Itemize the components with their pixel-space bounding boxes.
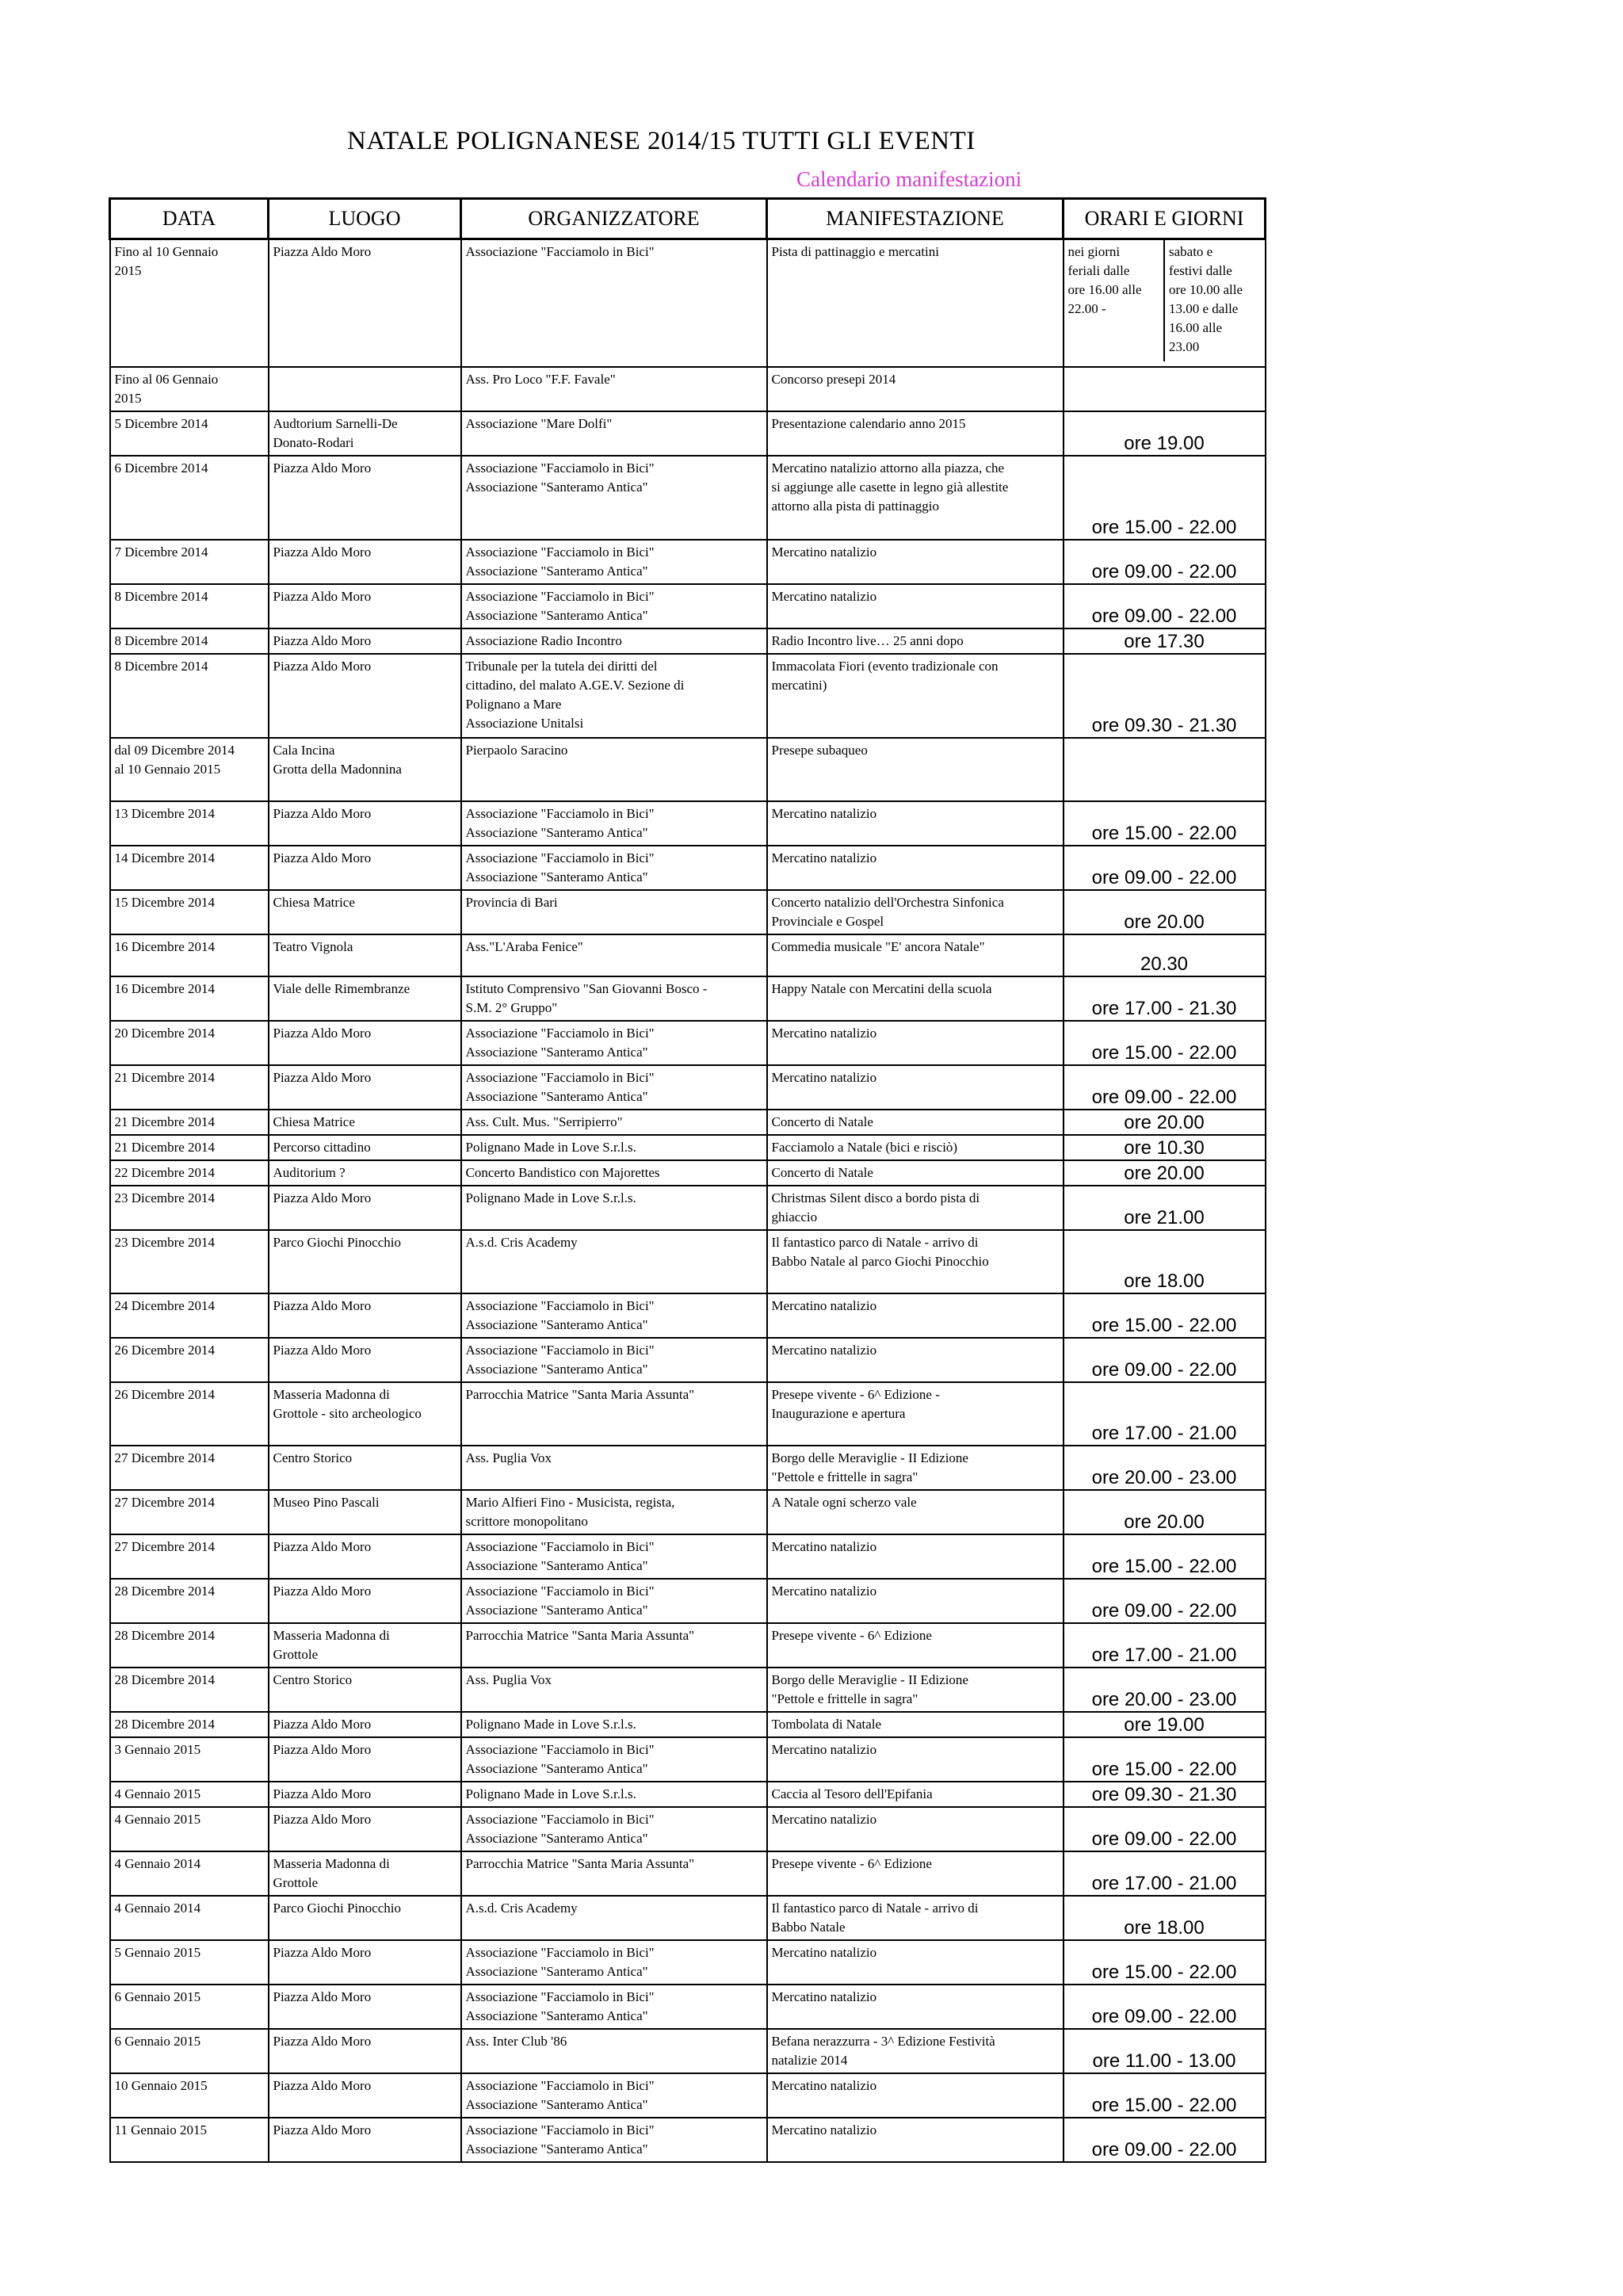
cell-luogo: Masseria Madonna di Grottole - sito archeologico — [269, 1382, 461, 1446]
cell-organizzatore: Polignano Made in Love S.r.l.s. — [461, 1782, 767, 1807]
cell-manifestazione: Facciamolo a Natale (bici e risciò) — [767, 1135, 1064, 1160]
cell-organizzatore: Associazione "Facciamolo in Bici" Associazione "Santeramo Antica" — [461, 1579, 767, 1623]
cell-orari: ore 09.00 - 22.00 — [1064, 1065, 1266, 1110]
cell-orari: ore 20.00 — [1064, 1160, 1266, 1186]
cell-data: 4 Gennaio 2015 — [110, 1782, 269, 1807]
cell-luogo: Audtorium Sarnelli-De Donato-Rodari — [269, 411, 461, 456]
cell-luogo: Parco Giochi Pinocchio — [269, 1896, 461, 1940]
table-row — [110, 1668, 1266, 1712]
cell-orari: ore 20.00 — [1064, 1110, 1266, 1135]
cell-orari: ore 10.30 — [1064, 1135, 1266, 1160]
table-row — [110, 654, 1266, 738]
cell-data: 3 Gennaio 2015 — [110, 1737, 269, 1782]
cell-manifestazione: Christmas Silent disco a bordo pista di ghiaccio — [767, 1186, 1064, 1230]
cell-manifestazione: A Natale ogni scherzo vale — [767, 1490, 1064, 1534]
cell-data: 28 Dicembre 2014 — [110, 1579, 269, 1623]
table-header-row — [110, 199, 1266, 239]
cell-organizzatore: Concerto Bandistico con Majorettes — [461, 1160, 767, 1186]
cell-orari: ore 09.00 - 22.00 — [1064, 584, 1266, 628]
cell-orari: 20.30 — [1064, 934, 1266, 976]
table-row — [110, 1110, 1266, 1135]
cell-data: 26 Dicembre 2014 — [110, 1382, 269, 1446]
cell-organizzatore: Associazione "Mare Dolfi" — [461, 411, 767, 456]
table-row — [110, 2118, 1266, 2162]
cell-organizzatore: Ass. Pro Loco "F.F. Favale" — [461, 367, 767, 411]
table-row — [110, 976, 1266, 1021]
cell-luogo: Centro Storico — [269, 1446, 461, 1490]
cell-manifestazione: Mercatino natalizio — [767, 1737, 1064, 1782]
cell-organizzatore: Associazione "Facciamolo in Bici" Associazione "Santeramo Antica" — [461, 1534, 767, 1579]
cell-organizzatore: Parrocchia Matrice "Santa Maria Assunta" — [461, 1623, 767, 1668]
cell-data: 5 Gennaio 2015 — [110, 1940, 269, 1985]
cell-manifestazione: Mercatino natalizio — [767, 2118, 1064, 2162]
cell-data: 23 Dicembre 2014 — [110, 1230, 269, 1293]
table-row — [110, 411, 1266, 456]
cell-organizzatore: Ass."L'Araba Fenice" — [461, 934, 767, 976]
cell-orari: ore 17.00 - 21.00 — [1064, 1851, 1266, 1896]
cell-organizzatore: Parrocchia Matrice "Santa Maria Assunta" — [461, 1851, 767, 1896]
cell-data: 21 Dicembre 2014 — [110, 1135, 269, 1160]
cell-data: 13 Dicembre 2014 — [110, 801, 269, 846]
cell-organizzatore: Istituto Comprensivo "San Giovanni Bosco - S.M. 2° Gruppo" — [461, 976, 767, 1021]
cell-manifestazione: Mercatino natalizio — [767, 1807, 1064, 1851]
cell-data: 6 Gennaio 2015 — [110, 2029, 269, 2073]
cell-manifestazione: Immacolata Fiori (evento tradizionale con mercatini) — [767, 654, 1064, 738]
cell-manifestazione: Mercatino natalizio — [767, 1293, 1064, 1338]
cell-orari: ore 20.00 - 23.00 — [1064, 1446, 1266, 1490]
cell-organizzatore: Ass. Inter Club '86 — [461, 2029, 767, 2073]
events-table — [109, 197, 1266, 2163]
header-organizzatore: ORGANIZZATORE — [461, 199, 767, 239]
cell-luogo: Cala Incina Grotta della Madonnina — [269, 738, 461, 801]
cell-manifestazione: Mercatino natalizio — [767, 540, 1064, 584]
cell-orari: ore 09.00 - 22.00 — [1064, 1807, 1266, 1851]
cell-organizzatore: Associazione "Facciamolo in Bici" Associazione "Santeramo Antica" — [461, 1338, 767, 1382]
cell-manifestazione: Concerto natalizio dell'Orchestra Sinfonica Provinciale e Gospel — [767, 890, 1064, 934]
cell-data: 5 Dicembre 2014 — [110, 411, 269, 456]
cell-manifestazione: Commedia musicale "E' ancora Natale" — [767, 934, 1064, 976]
cell-orari: ore 15.00 - 22.00 — [1064, 1940, 1266, 1985]
cell-organizzatore: Associazione "Facciamolo in Bici" Associazione "Santeramo Antica" — [461, 1065, 767, 1110]
cell-orari: ore 20.00 - 23.00 — [1064, 1668, 1266, 1712]
cell-luogo: Piazza Aldo Moro — [269, 2118, 461, 2162]
cell-organizzatore: Associazione "Facciamolo in Bici" Associazione "Santeramo Antica" — [461, 2073, 767, 2118]
cell-data: 6 Gennaio 2015 — [110, 1985, 269, 2029]
cell-manifestazione: Mercatino natalizio — [767, 1579, 1064, 1623]
cell-data: 15 Dicembre 2014 — [110, 890, 269, 934]
cell-orari: ore 15.00 - 22.00 — [1064, 1293, 1266, 1338]
cell-data: Fino al 06 Gennaio 2015 — [110, 367, 269, 411]
cell-organizzatore: Ass. Puglia Vox — [461, 1668, 767, 1712]
cell-manifestazione: Pista di pattinaggio e mercatini — [767, 239, 1064, 368]
cell-luogo: Chiesa Matrice — [269, 1110, 461, 1135]
table-row — [110, 1338, 1266, 1382]
cell-organizzatore: Associazione "Facciamolo in Bici" Associazione "Santeramo Antica" — [461, 2118, 767, 2162]
cell-organizzatore: Associazione Radio Incontro — [461, 628, 767, 654]
table-row — [110, 584, 1266, 628]
cell-organizzatore: Mario Alfieri Fino - Musicista, regista, scrittore monopolitano — [461, 1490, 767, 1534]
table-row — [110, 1135, 1266, 1160]
cell-orari: ore 09.30 - 21.30 — [1064, 1782, 1266, 1807]
cell-manifestazione: Presepe vivente - 6^ Edizione — [767, 1623, 1064, 1668]
table-row — [110, 1446, 1266, 1490]
cell-organizzatore: Polignano Made in Love S.r.l.s. — [461, 1712, 767, 1737]
cell-organizzatore: Associazione "Facciamolo in Bici" — [461, 239, 767, 368]
table-row — [110, 1490, 1266, 1534]
table-row — [110, 239, 1266, 368]
header-data: DATA — [110, 199, 269, 239]
cell-orari: ore 09.00 - 22.00 — [1064, 1579, 1266, 1623]
cell-orari: ore 20.00 — [1064, 890, 1266, 934]
cell-manifestazione: Mercatino natalizio — [767, 846, 1064, 890]
cell-data: 11 Gennaio 2015 — [110, 2118, 269, 2162]
cell-manifestazione: Tombolata di Natale — [767, 1712, 1064, 1737]
cell-data: 4 Gennaio 2015 — [110, 1807, 269, 1851]
cell-manifestazione: Mercatino natalizio — [767, 1338, 1064, 1382]
table-row — [110, 1623, 1266, 1668]
header-orari: ORARI E GIORNI — [1064, 199, 1266, 239]
cell-luogo: Piazza Aldo Moro — [269, 239, 461, 368]
table-row — [110, 1186, 1266, 1230]
cell-manifestazione: Mercatino natalizio — [767, 1065, 1064, 1110]
table-row — [110, 1782, 1266, 1807]
cell-luogo: Chiesa Matrice — [269, 890, 461, 934]
table-row — [110, 628, 1266, 654]
table-row — [110, 1851, 1266, 1896]
cell-luogo: Piazza Aldo Moro — [269, 628, 461, 654]
cell-organizzatore: Pierpaolo Saracino — [461, 738, 767, 801]
cell-luogo: Centro Storico — [269, 1668, 461, 1712]
cell-data: dal 09 Dicembre 2014 al 10 Gennaio 2015 — [110, 738, 269, 801]
cell-luogo: Piazza Aldo Moro — [269, 654, 461, 738]
cell-orari: ore 18.00 — [1064, 1896, 1266, 1940]
cell-orari: ore 17.00 - 21.30 — [1064, 976, 1266, 1021]
cell-luogo: Piazza Aldo Moro — [269, 1985, 461, 2029]
header-manifestazione: MANIFESTAZIONE — [767, 199, 1064, 239]
cell-luogo: Percorso cittadino — [269, 1135, 461, 1160]
cell-data: 28 Dicembre 2014 — [110, 1623, 269, 1668]
cell-data: 8 Dicembre 2014 — [110, 584, 269, 628]
cell-manifestazione: Happy Natale con Mercatini della scuola — [767, 976, 1064, 1021]
page-title: NATALE POLIGNANESE 2014/15 TUTTI GLI EVENTI — [347, 127, 976, 155]
cell-organizzatore: Associazione "Facciamolo in Bici" Associazione "Santeramo Antica" — [461, 1293, 767, 1338]
header-luogo: LUOGO — [269, 199, 461, 239]
orari-feriali: nei giorni feriali dalle ore 16.00 alle 22.00 - — [1064, 240, 1166, 361]
cell-manifestazione: Mercatino natalizio — [767, 1940, 1064, 1985]
cell-luogo: Auditorium ? — [269, 1160, 461, 1186]
cell-orari: ore 15.00 - 22.00 — [1064, 801, 1266, 846]
cell-organizzatore: A.s.d. Cris Academy — [461, 1896, 767, 1940]
cell-manifestazione: Presepe vivente - 6^ Edizione — [767, 1851, 1064, 1896]
cell-manifestazione: Concerto di Natale — [767, 1110, 1064, 1135]
cell-data: 4 Gennaio 2014 — [110, 1851, 269, 1896]
table-row — [110, 456, 1266, 540]
table-row — [110, 1940, 1266, 1985]
cell-orari: ore 17.00 - 21.00 — [1064, 1623, 1266, 1668]
cell-data: 27 Dicembre 2014 — [110, 1446, 269, 1490]
cell-data: 23 Dicembre 2014 — [110, 1186, 269, 1230]
table-row — [110, 846, 1266, 890]
cell-data: 20 Dicembre 2014 — [110, 1021, 269, 1065]
cell-data: 8 Dicembre 2014 — [110, 654, 269, 738]
cell-organizzatore: Polignano Made in Love S.r.l.s. — [461, 1135, 767, 1160]
cell-luogo: Parco Giochi Pinocchio — [269, 1230, 461, 1293]
cell-manifestazione: Il fantastico parco di Natale - arrivo di Babbo Natale — [767, 1896, 1064, 1940]
table-row — [110, 801, 1266, 846]
cell-orari — [1064, 367, 1266, 411]
table-row — [110, 1985, 1266, 2029]
cell-orari: ore 15.00 - 22.00 — [1064, 1534, 1266, 1579]
table-row — [110, 1230, 1266, 1293]
cell-data: Fino al 10 Gennaio 2015 — [110, 239, 269, 368]
cell-orari: ore 17.30 — [1064, 628, 1266, 654]
cell-luogo: Piazza Aldo Moro — [269, 1940, 461, 1985]
table-row — [110, 1293, 1266, 1338]
cell-data: 28 Dicembre 2014 — [110, 1668, 269, 1712]
cell-organizzatore: Ass. Puglia Vox — [461, 1446, 767, 1490]
cell-data: 21 Dicembre 2014 — [110, 1065, 269, 1110]
cell-orari: ore 15.00 - 22.00 — [1064, 1021, 1266, 1065]
table-row — [110, 934, 1266, 976]
cell-organizzatore: Associazione "Facciamolo in Bici" Associazione "Santeramo Antica" — [461, 1940, 767, 1985]
cell-orari: ore 11.00 - 13.00 — [1064, 2029, 1266, 2073]
cell-manifestazione: Mercatino natalizio — [767, 584, 1064, 628]
cell-organizzatore: Polignano Made in Love S.r.l.s. — [461, 1186, 767, 1230]
table-row — [110, 367, 1266, 411]
cell-luogo: Piazza Aldo Moro — [269, 1186, 461, 1230]
table-row — [110, 890, 1266, 934]
cell-luogo: Piazza Aldo Moro — [269, 1293, 461, 1338]
cell-manifestazione: Concorso presepi 2014 — [767, 367, 1064, 411]
cell-manifestazione: Presepe vivente - 6^ Edizione - Inaugurazione e apertura — [767, 1382, 1064, 1446]
cell-manifestazione: Radio Incontro live… 25 anni dopo — [767, 628, 1064, 654]
table-row — [110, 1807, 1266, 1851]
cell-luogo: Piazza Aldo Moro — [269, 2073, 461, 2118]
cell-manifestazione: Mercatino natalizio attorno alla piazza, che si aggiunge alle casette in legno già allestite attorno alla pista di pattinaggio — [767, 456, 1064, 540]
cell-luogo: Viale delle Rimembranze — [269, 976, 461, 1021]
cell-manifestazione: Il fantastico parco di Natale - arrivo di Babbo Natale al parco Giochi Pinocchio — [767, 1230, 1064, 1293]
cell-manifestazione: Presepe subaqueo — [767, 738, 1064, 801]
table-row — [110, 1065, 1266, 1110]
cell-luogo: Teatro Vignola — [269, 934, 461, 976]
orari-festivi: sabato e festivi dalle ore 10.00 alle 13.00 e dalle 16.00 alle 23.00 — [1169, 244, 1243, 354]
cell-luogo: Piazza Aldo Moro — [269, 540, 461, 584]
cell-organizzatore: Associazione "Facciamolo in Bici" Associazione "Santeramo Antica" — [461, 846, 767, 890]
cell-orari: ore 21.00 — [1064, 1186, 1266, 1230]
cell-orari: ore 19.00 — [1064, 1712, 1266, 1737]
cell-manifestazione: Mercatino natalizio — [767, 1985, 1064, 2029]
cell-manifestazione: Concerto di Natale — [767, 1160, 1064, 1186]
table-row — [110, 1896, 1266, 1940]
cell-data: 14 Dicembre 2014 — [110, 846, 269, 890]
cell-data: 24 Dicembre 2014 — [110, 1293, 269, 1338]
cell-manifestazione: Presentazione calendario anno 2015 — [767, 411, 1064, 456]
cell-orari: ore 09.00 - 22.00 — [1064, 1338, 1266, 1382]
cell-luogo: Piazza Aldo Moro — [269, 1065, 461, 1110]
cell-manifestazione: Caccia al Tesoro dell'Epifania — [767, 1782, 1064, 1807]
cell-organizzatore: Tribunale per la tutela dei diritti del cittadino, del malato A.GE.V. Sezione di Polignano a Mare Associazione Unitalsi — [461, 654, 767, 738]
cell-orari: ore 09.00 - 22.00 — [1064, 1985, 1266, 2029]
cell-organizzatore: Associazione "Facciamolo in Bici" Associazione "Santeramo Antica" — [461, 1807, 767, 1851]
cell-organizzatore: Associazione "Facciamolo in Bici" Associazione "Santeramo Antica" — [461, 1021, 767, 1065]
cell-orari: ore 15.00 - 22.00 — [1064, 1737, 1266, 1782]
cell-orari: ore 19.00 — [1064, 411, 1266, 456]
cell-data: 26 Dicembre 2014 — [110, 1338, 269, 1382]
cell-orari: ore 09.00 - 22.00 — [1064, 846, 1266, 890]
cell-data: 8 Dicembre 2014 — [110, 628, 269, 654]
cell-orari: ore 20.00 — [1064, 1490, 1266, 1534]
table-row — [110, 1712, 1266, 1737]
cell-orari: ore 09.30 - 21.30 — [1064, 654, 1266, 738]
cell-orari: ore 18.00 — [1064, 1230, 1266, 1293]
table-row — [110, 1160, 1266, 1186]
cell-organizzatore: A.s.d. Cris Academy — [461, 1230, 767, 1293]
cell-luogo: Masseria Madonna di Grottole — [269, 1623, 461, 1668]
cell-manifestazione: Mercatino natalizio — [767, 2073, 1064, 2118]
cell-data: 16 Dicembre 2014 — [110, 934, 269, 976]
cell-data: 7 Dicembre 2014 — [110, 540, 269, 584]
cell-data: 27 Dicembre 2014 — [110, 1534, 269, 1579]
cell-orari: ore 09.00 - 22.00 — [1064, 2118, 1266, 2162]
cell-orari: ore 09.00 - 22.00 — [1064, 540, 1266, 584]
table-row — [110, 1737, 1266, 1782]
cell-luogo: Piazza Aldo Moro — [269, 1807, 461, 1851]
cell-luogo: Piazza Aldo Moro — [269, 846, 461, 890]
table-row — [110, 1579, 1266, 1623]
cell-data: 6 Dicembre 2014 — [110, 456, 269, 540]
cell-luogo: Piazza Aldo Moro — [269, 1737, 461, 1782]
cell-data: 10 Gennaio 2015 — [110, 2073, 269, 2118]
page-subtitle: Calendario manifestazioni — [796, 167, 1022, 191]
cell-manifestazione: Mercatino natalizio — [767, 801, 1064, 846]
cell-luogo: Piazza Aldo Moro — [269, 2029, 461, 2073]
cell-organizzatore: Associazione "Facciamolo in Bici" Associazione "Santeramo Antica" — [461, 540, 767, 584]
cell-data: 27 Dicembre 2014 — [110, 1490, 269, 1534]
cell-manifestazione: Borgo delle Meraviglie - II Edizione "Pettole e frittelle in sagra" — [767, 1446, 1064, 1490]
cell-luogo: Masseria Madonna di Grottole — [269, 1851, 461, 1896]
cell-luogo: Piazza Aldo Moro — [269, 1712, 461, 1737]
cell-luogo: Piazza Aldo Moro — [269, 1782, 461, 1807]
cell-organizzatore: Parrocchia Matrice "Santa Maria Assunta" — [461, 1382, 767, 1446]
cell-manifestazione: Borgo delle Meraviglie - II Edizione "Pettole e frittelle in sagra" — [767, 1668, 1064, 1712]
table-row — [110, 738, 1266, 801]
cell-data: 22 Dicembre 2014 — [110, 1160, 269, 1186]
table-row — [110, 2073, 1266, 2118]
cell-data: 4 Gennaio 2014 — [110, 1896, 269, 1940]
cell-luogo — [269, 367, 461, 411]
cell-luogo: Museo Pino Pascali — [269, 1490, 461, 1534]
cell-luogo: Piazza Aldo Moro — [269, 584, 461, 628]
cell-luogo: Piazza Aldo Moro — [269, 456, 461, 540]
table-row — [110, 1021, 1266, 1065]
cell-data: 21 Dicembre 2014 — [110, 1110, 269, 1135]
cell-orari: ore 15.00 - 22.00 — [1064, 456, 1266, 540]
cell-orari: ore 17.00 - 21.00 — [1064, 1382, 1266, 1446]
cell-organizzatore: Associazione "Facciamolo in Bici" Associazione "Santeramo Antica" — [461, 456, 767, 540]
table-row — [110, 540, 1266, 584]
table-row — [110, 1534, 1266, 1579]
cell-organizzatore: Ass. Cult. Mus. "Serripierro" — [461, 1110, 767, 1135]
table-row — [110, 2029, 1266, 2073]
cell-luogo: Piazza Aldo Moro — [269, 1534, 461, 1579]
cell-orari: ore 15.00 - 22.00 — [1064, 2073, 1266, 2118]
cell-luogo: Piazza Aldo Moro — [269, 801, 461, 846]
table-row — [110, 1382, 1266, 1446]
cell-luogo: Piazza Aldo Moro — [269, 1021, 461, 1065]
cell-manifestazione: Mercatino natalizio — [767, 1021, 1064, 1065]
cell-orari — [1064, 239, 1266, 368]
cell-data: 28 Dicembre 2014 — [110, 1712, 269, 1737]
cell-organizzatore: Associazione "Facciamolo in Bici" Associazione "Santeramo Antica" — [461, 1985, 767, 2029]
cell-organizzatore: Provincia di Bari — [461, 890, 767, 934]
cell-data: 16 Dicembre 2014 — [110, 976, 269, 1021]
cell-organizzatore: Associazione "Facciamolo in Bici" Associazione "Santeramo Antica" — [461, 1737, 767, 1782]
cell-luogo: Piazza Aldo Moro — [269, 1338, 461, 1382]
cell-organizzatore: Associazione "Facciamolo in Bici" Associazione "Santeramo Antica" — [461, 801, 767, 846]
cell-luogo: Piazza Aldo Moro — [269, 1579, 461, 1623]
cell-organizzatore: Associazione "Facciamolo in Bici" Associazione "Santeramo Antica" — [461, 584, 767, 628]
cell-manifestazione: Befana nerazzurra - 3^ Edizione Festività natalizie 2014 — [767, 2029, 1064, 2073]
cell-orari — [1064, 738, 1266, 801]
cell-manifestazione: Mercatino natalizio — [767, 1534, 1064, 1579]
